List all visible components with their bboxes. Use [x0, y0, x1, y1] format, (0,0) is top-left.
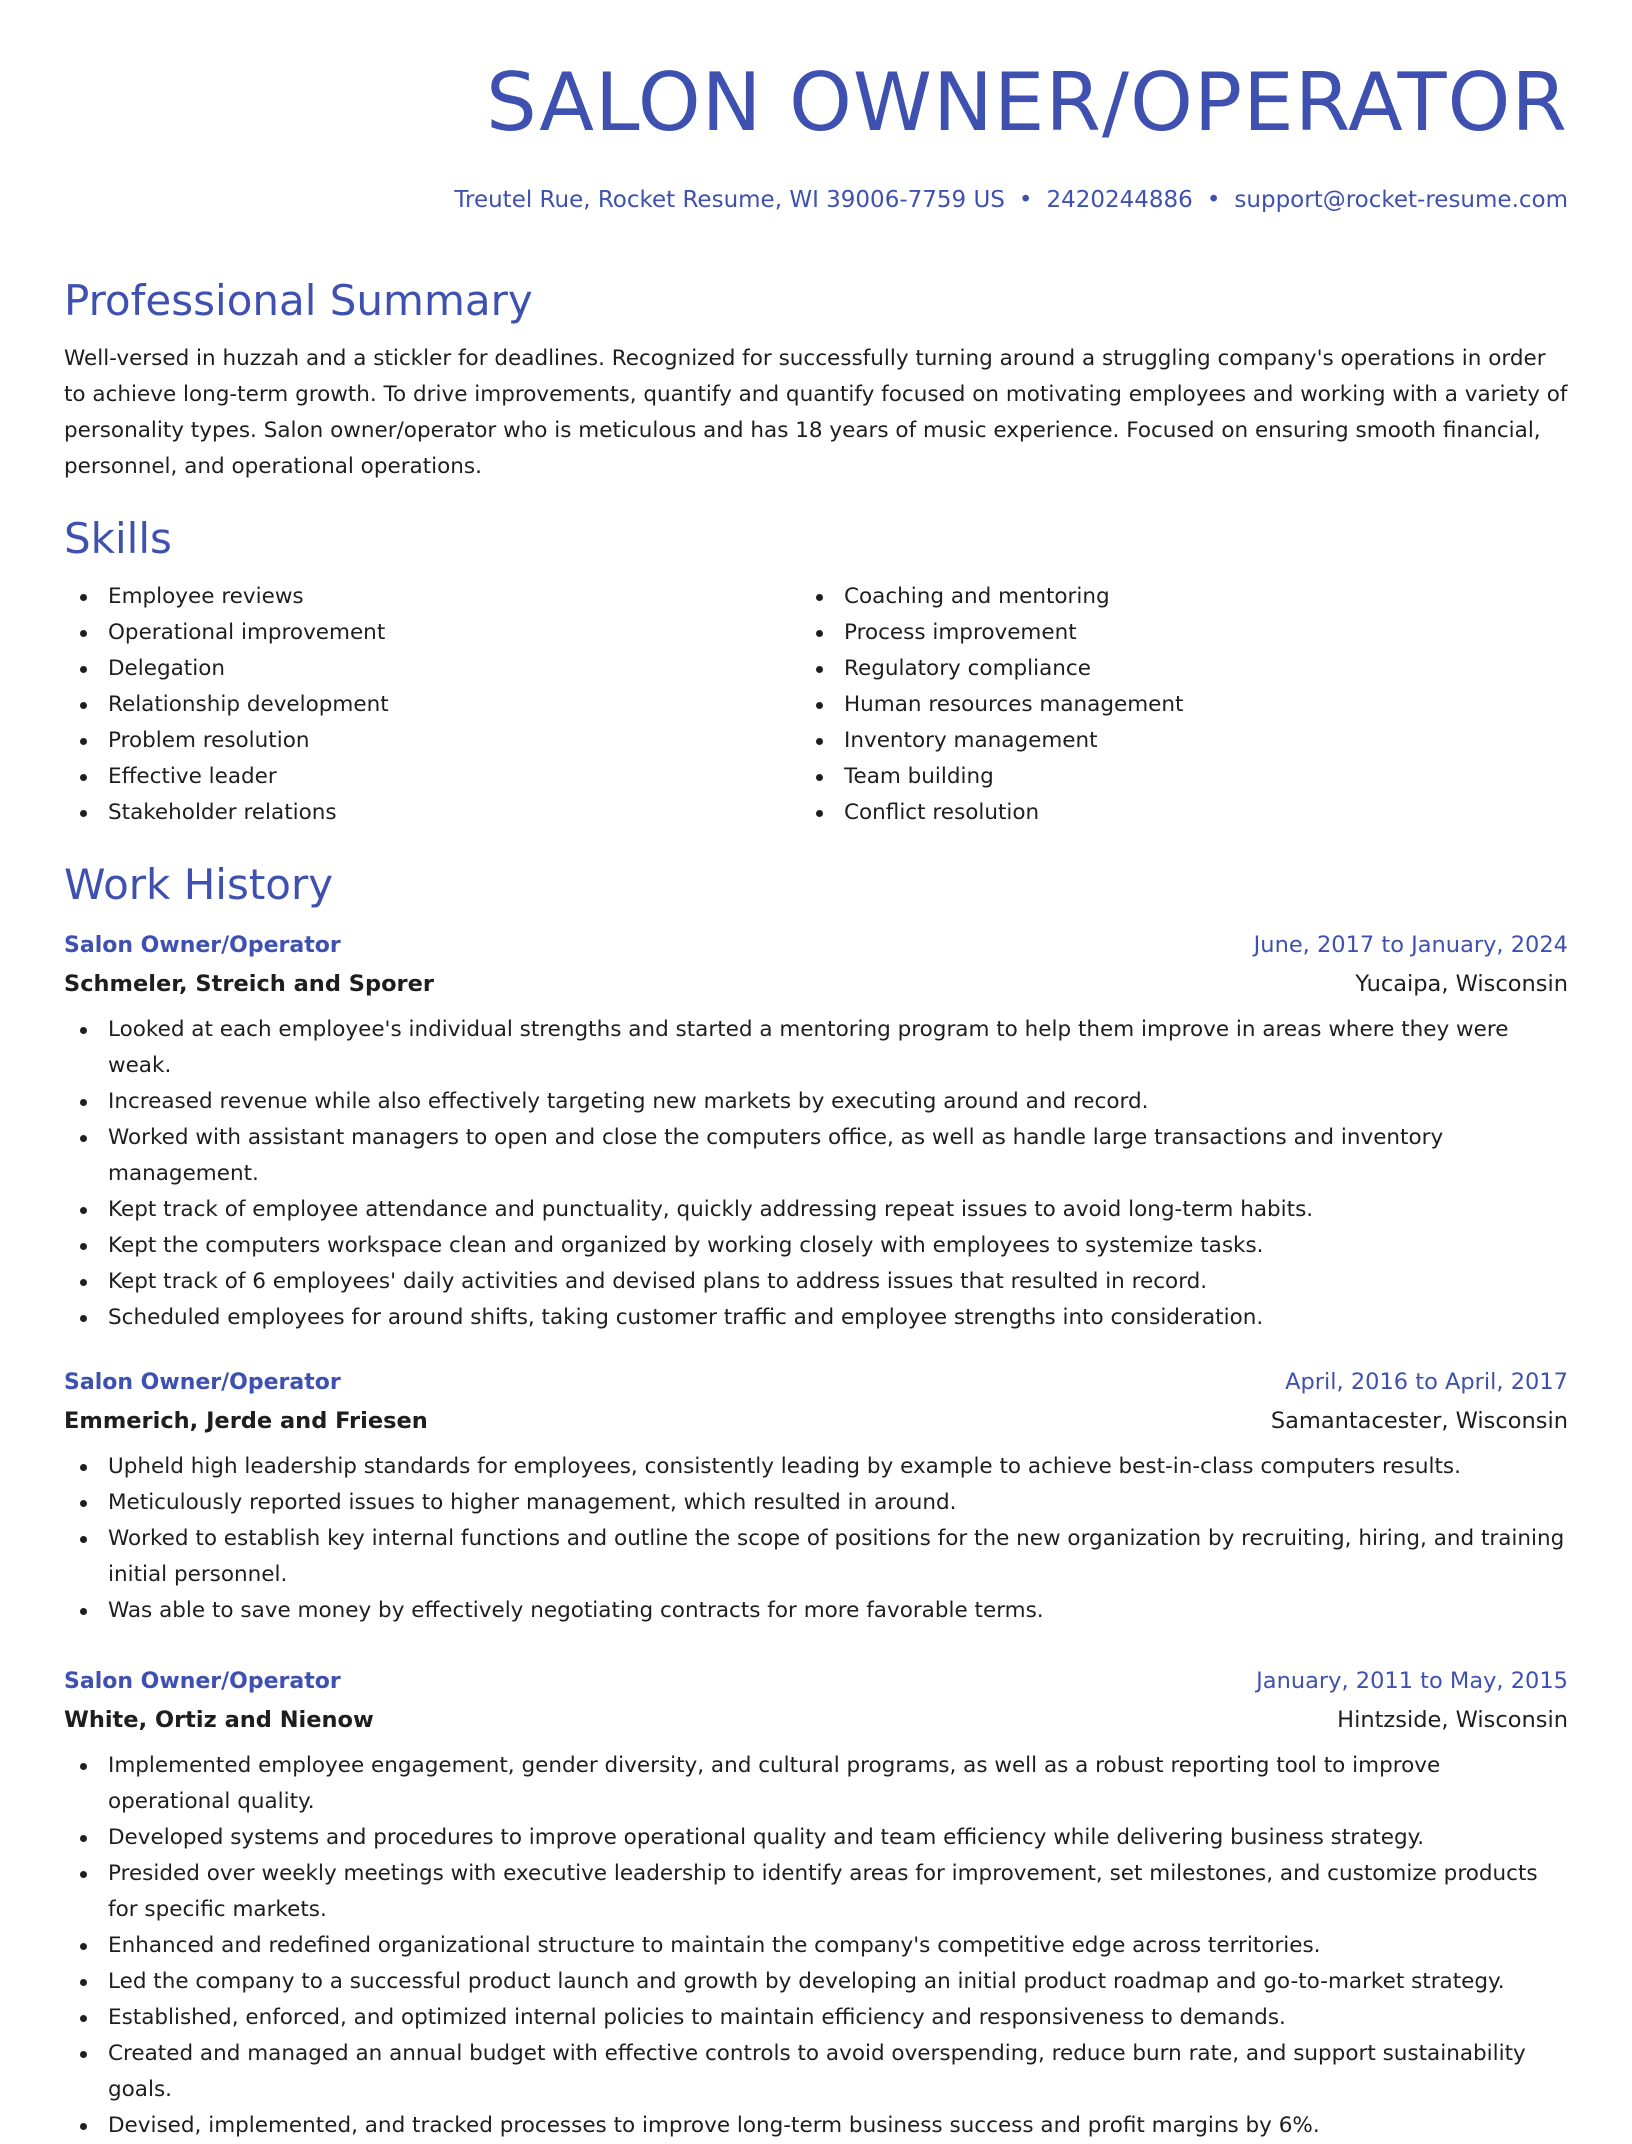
job-company: White, Ortiz and Nienow [64, 1707, 374, 1733]
job-entry [64, 929, 1568, 1336]
skill-item: Regulatory compliance [800, 651, 1536, 687]
resume-header [64, 0, 1568, 215]
job-bullet: Created and managed an annual budget with effective controls to avoid overspending, reduce burn rate, and support sustainability goals. [64, 2036, 1568, 2108]
job-bullets [64, 1012, 1568, 1336]
job-bullet: Presided over weekly meetings with executive leadership to identify areas for improvement, set milestones, and customize products for specific markets. [64, 1856, 1568, 1928]
job-bullet: Kept track of employee attendance and punctuality, quickly addressing repeat issues to avoid long-term habits. [64, 1192, 1568, 1228]
work-history-heading: Work History [64, 860, 334, 909]
contact-address: Treutel Rue, Rocket Resume, WI 39006-7759 US [454, 187, 1005, 213]
job-bullet: Worked to establish key internal functions and outline the scope of positions for the new organization by recruiting, hiring, and training initial personnel. [64, 1521, 1568, 1593]
job-bullet: Worked with assistant managers to open and close the computers office, as well as handle large transactions and inventory management. [64, 1120, 1568, 1192]
job-bullet: Increased revenue while also effectively targeting new markets by executing around and record. [64, 1084, 1568, 1120]
job-company-row [64, 968, 1568, 1000]
skill-item: Employee reviews [64, 579, 800, 615]
job-bullet: Devised, implemented, and tracked processes to improve long-term business success and profit margins by 6%. [64, 2108, 1568, 2144]
skill-item: Operational improvement [64, 615, 800, 651]
job-bullets [64, 1449, 1568, 1629]
job-bullet: Enhanced and redefined organizational structure to maintain the company's competitive edge across territories. [64, 1928, 1568, 1964]
job-title: Salon Owner/Operator [64, 1669, 341, 1694]
skill-item: Delegation [64, 651, 800, 687]
job-entry [64, 1665, 1568, 2144]
contact-separator: • [1018, 187, 1033, 213]
job-dates: January, 2011 to May, 2015 [1256, 1668, 1568, 1694]
job-bullet: Kept track of 6 employees' daily activities and devised plans to address issues that resulted in record. [64, 1264, 1568, 1300]
skill-item: Stakeholder relations [64, 795, 800, 831]
job-location: Yucaipa, Wisconsin [1355, 971, 1568, 997]
skill-item: Inventory management [800, 723, 1536, 759]
candidate-name: SALON OWNER/OPERATOR [486, 56, 1568, 149]
job-bullet: Developed systems and procedures to improve operational quality and team efficiency while delivering business strategy. [64, 1820, 1568, 1856]
skill-item: Team building [800, 759, 1536, 795]
job-location: Hintzside, Wisconsin [1337, 1707, 1568, 1733]
job-header-row [64, 929, 1568, 962]
summary-heading: Professional Summary [64, 276, 533, 325]
skill-item: Problem resolution [64, 723, 800, 759]
job-company: Emmerich, Jerde and Friesen [64, 1408, 428, 1434]
job-bullet: Led the company to a successful product launch and growth by developing an initial product roadmap and go-to-market strategy. [64, 1964, 1568, 2000]
contact-separator: • [1206, 187, 1221, 213]
job-bullet: Established, enforced, and optimized internal policies to maintain efficiency and responsiveness to demands. [64, 2000, 1568, 2036]
skill-item: Relationship development [64, 687, 800, 723]
job-dates: June, 2017 to January, 2024 [1253, 932, 1568, 958]
skills-column-left [64, 579, 800, 831]
contact-email: support@rocket-resume.com [1234, 187, 1568, 213]
skill-item: Effective leader [64, 759, 800, 795]
skill-item: Human resources management [800, 687, 1536, 723]
job-dates: April, 2016 to April, 2017 [1285, 1369, 1568, 1395]
job-header-row [64, 1665, 1568, 1698]
job-entry [64, 1366, 1568, 1629]
contact-phone: 2420244886 [1046, 187, 1193, 213]
job-title: Salon Owner/Operator [64, 933, 341, 958]
job-bullet: Implemented employee engagement, gender diversity, and cultural programs, as well as a robust reporting tool to improve operational quality. [64, 1748, 1568, 1820]
job-bullet: Looked at each employee's individual strengths and started a mentoring program to help them improve in areas where they were weak. [64, 1012, 1568, 1084]
skills-list [64, 579, 1568, 831]
skills-heading: Skills [64, 514, 172, 563]
job-bullet: Kept the computers workspace clean and organized by working closely with employees to systemize tasks. [64, 1228, 1568, 1264]
summary-text: Well-versed in huzzah and a stickler for deadlines. Recognized for successfully turning around a struggling company's operations in order to achieve long-term growth. To drive improvements, quantify and quantify focused on motivating employees and working with a variety of personality types. Salon owner/operator who is meticulous and has 18 years of music experience. Focused on ensuring smooth financial, personnel, and operational operations. [64, 346, 1568, 479]
skill-item: Coaching and mentoring [800, 579, 1536, 615]
job-company-row [64, 1405, 1568, 1437]
job-bullet: Scheduled employees for around shifts, taking customer traffic and employee strengths into consideration. [64, 1300, 1568, 1336]
job-title: Salon Owner/Operator [64, 1370, 341, 1395]
job-bullet: Meticulously reported issues to higher management, which resulted in around. [64, 1485, 1568, 1521]
skill-item: Conflict resolution [800, 795, 1536, 831]
job-company: Schmeler, Streich and Sporer [64, 971, 434, 997]
job-company-row [64, 1704, 1568, 1736]
job-location: Samantacester, Wisconsin [1270, 1408, 1568, 1434]
job-header-row [64, 1366, 1568, 1399]
contact-line [64, 185, 1568, 215]
job-bullets [64, 1748, 1568, 2144]
job-bullet: Was able to save money by effectively negotiating contracts for more favorable terms. [64, 1593, 1568, 1629]
skill-item: Process improvement [800, 615, 1536, 651]
job-bullet: Upheld high leadership standards for employees, consistently leading by example to achieve best-in-class computers results. [64, 1449, 1568, 1485]
skills-column-right [800, 579, 1536, 831]
